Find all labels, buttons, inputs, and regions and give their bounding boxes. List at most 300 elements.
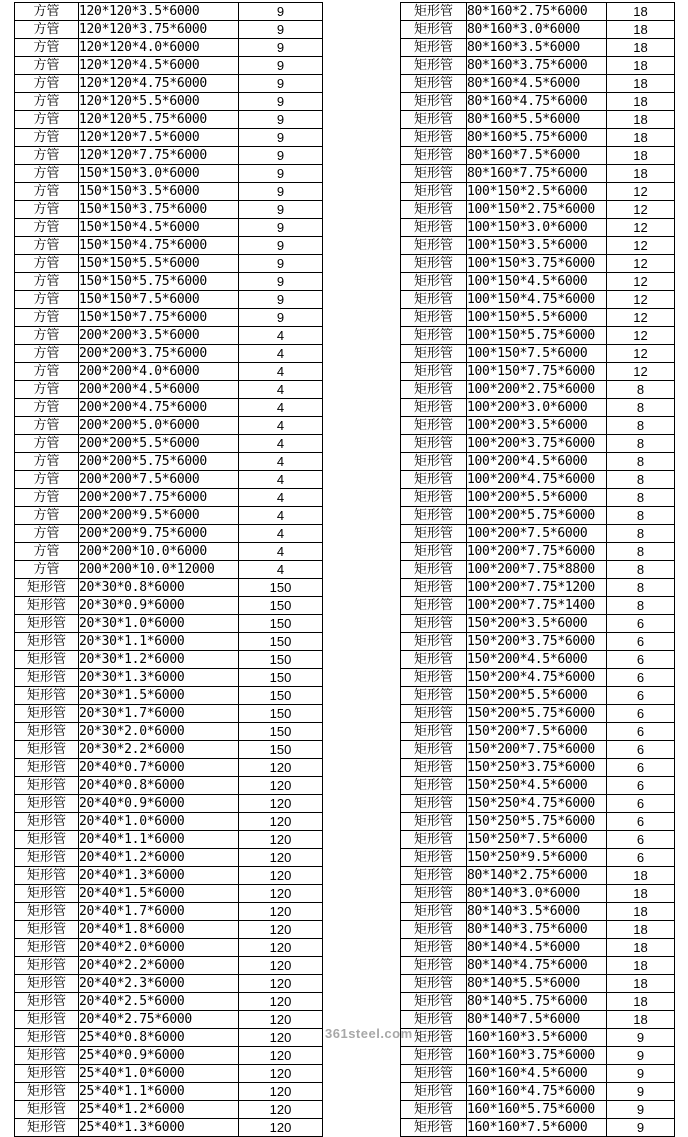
quantity-cell: 120 <box>239 849 323 867</box>
quantity-cell: 18 <box>607 57 675 75</box>
product-name-cell: 矩形管 <box>15 957 79 975</box>
spec-cell: 150*200*4.75*6000 <box>467 669 607 687</box>
quantity-cell: 150 <box>239 597 323 615</box>
quantity-cell: 4 <box>239 381 323 399</box>
product-name-cell: 矩形管 <box>401 867 467 885</box>
quantity-cell: 4 <box>239 345 323 363</box>
quantity-cell: 4 <box>239 543 323 561</box>
quantity-cell: 6 <box>607 705 675 723</box>
quantity-cell: 12 <box>607 255 675 273</box>
table-row <box>401 741 675 759</box>
product-name-cell: 矩形管 <box>15 1119 79 1137</box>
product-name-cell: 方管 <box>15 471 79 489</box>
spec-cell: 80*160*3.0*6000 <box>467 21 607 39</box>
product-name-cell: 矩形管 <box>401 615 467 633</box>
table-row <box>401 669 675 687</box>
spec-cell: 20*30*1.2*6000 <box>79 651 239 669</box>
table-row <box>15 381 323 399</box>
spec-cell: 20*30*2.0*6000 <box>79 723 239 741</box>
spec-cell: 80*160*3.5*6000 <box>467 39 607 57</box>
quantity-cell: 9 <box>239 111 323 129</box>
spec-cell: 160*160*5.75*6000 <box>467 1101 607 1119</box>
product-name-cell: 方管 <box>15 507 79 525</box>
table-row <box>401 147 675 165</box>
table-row <box>15 147 323 165</box>
quantity-cell: 9 <box>239 291 323 309</box>
product-name-cell: 方管 <box>15 435 79 453</box>
table-row <box>401 201 675 219</box>
spec-cell: 20*30*1.0*6000 <box>79 615 239 633</box>
table-row <box>15 1101 323 1119</box>
spec-cell: 150*200*4.5*6000 <box>467 651 607 669</box>
table-row <box>15 525 323 543</box>
product-name-cell: 矩形管 <box>401 345 467 363</box>
spec-cell: 120*120*3.5*6000 <box>79 3 239 21</box>
quantity-cell: 120 <box>239 903 323 921</box>
product-name-cell: 矩形管 <box>401 669 467 687</box>
product-name-cell: 矩形管 <box>401 561 467 579</box>
product-name-cell: 矩形管 <box>15 1011 79 1029</box>
spec-cell: 200*200*4.5*6000 <box>79 381 239 399</box>
table-row <box>401 849 675 867</box>
product-name-cell: 矩形管 <box>401 93 467 111</box>
quantity-cell: 120 <box>239 1011 323 1029</box>
quantity-cell: 120 <box>239 993 323 1011</box>
quantity-cell: 150 <box>239 687 323 705</box>
product-name-cell: 方管 <box>15 75 79 93</box>
quantity-cell: 18 <box>607 1011 675 1029</box>
table-row <box>401 93 675 111</box>
spec-cell: 20*30*0.8*6000 <box>79 579 239 597</box>
table-row <box>401 795 675 813</box>
table-row <box>15 921 323 939</box>
quantity-cell: 120 <box>239 1029 323 1047</box>
spec-cell: 20*40*2.0*6000 <box>79 939 239 957</box>
table-row <box>401 363 675 381</box>
quantity-cell: 6 <box>607 795 675 813</box>
spec-cell: 80*160*5.5*6000 <box>467 111 607 129</box>
spec-cell: 100*200*5.75*6000 <box>467 507 607 525</box>
spec-cell: 20*40*0.7*6000 <box>79 759 239 777</box>
quantity-cell: 12 <box>607 273 675 291</box>
spec-cell: 20*40*1.1*6000 <box>79 831 239 849</box>
spec-cell: 80*140*5.75*6000 <box>467 993 607 1011</box>
spec-cell: 20*40*2.5*6000 <box>79 993 239 1011</box>
spec-cell: 20*40*1.5*6000 <box>79 885 239 903</box>
spec-cell: 20*40*0.9*6000 <box>79 795 239 813</box>
spec-cell: 150*250*4.75*6000 <box>467 795 607 813</box>
product-name-cell: 矩形管 <box>401 1065 467 1083</box>
quantity-cell: 120 <box>239 885 323 903</box>
table-row <box>401 327 675 345</box>
product-name-cell: 矩形管 <box>401 1101 467 1119</box>
product-name-cell: 矩形管 <box>401 849 467 867</box>
table-row <box>15 579 323 597</box>
table-row <box>15 1047 323 1065</box>
quantity-cell: 4 <box>239 417 323 435</box>
quantity-cell: 150 <box>239 615 323 633</box>
table-row <box>401 471 675 489</box>
table-row <box>401 3 675 21</box>
product-name-cell: 矩形管 <box>401 75 467 93</box>
product-name-cell: 矩形管 <box>401 759 467 777</box>
table-row <box>15 93 323 111</box>
table-row <box>15 723 323 741</box>
product-name-cell: 矩形管 <box>15 777 79 795</box>
spec-cell: 100*150*4.5*6000 <box>467 273 607 291</box>
table-row <box>401 939 675 957</box>
table-row <box>15 507 323 525</box>
product-name-cell: 矩形管 <box>401 111 467 129</box>
quantity-cell: 6 <box>607 759 675 777</box>
quantity-cell: 12 <box>607 219 675 237</box>
quantity-cell: 8 <box>607 597 675 615</box>
spec-cell: 100*200*4.75*6000 <box>467 471 607 489</box>
table-row <box>401 1083 675 1101</box>
table-row <box>15 867 323 885</box>
product-name-cell: 矩形管 <box>401 975 467 993</box>
table-row <box>401 237 675 255</box>
spec-cell: 200*200*9.75*6000 <box>79 525 239 543</box>
quantity-cell: 120 <box>239 1119 323 1137</box>
quantity-cell: 120 <box>239 921 323 939</box>
table-row <box>15 471 323 489</box>
product-name-cell: 矩形管 <box>401 957 467 975</box>
product-name-cell: 矩形管 <box>401 939 467 957</box>
table-row <box>15 831 323 849</box>
quantity-cell: 12 <box>607 237 675 255</box>
spec-cell: 100*200*3.5*6000 <box>467 417 607 435</box>
product-name-cell: 矩形管 <box>401 327 467 345</box>
quantity-cell: 4 <box>239 327 323 345</box>
spec-cell: 150*150*3.5*6000 <box>79 183 239 201</box>
product-name-cell: 方管 <box>15 525 79 543</box>
product-name-cell: 矩形管 <box>401 705 467 723</box>
quantity-cell: 120 <box>239 813 323 831</box>
quantity-cell: 8 <box>607 435 675 453</box>
spec-cell: 100*150*5.5*6000 <box>467 309 607 327</box>
spec-cell: 120*120*5.5*6000 <box>79 93 239 111</box>
product-name-cell: 矩形管 <box>401 795 467 813</box>
spec-cell: 100*200*7.75*1200 <box>467 579 607 597</box>
quantity-cell: 18 <box>607 21 675 39</box>
product-name-cell: 方管 <box>15 327 79 345</box>
product-name-cell: 方管 <box>15 201 79 219</box>
table-row <box>401 345 675 363</box>
quantity-cell: 4 <box>239 471 323 489</box>
spec-cell: 100*200*5.5*6000 <box>467 489 607 507</box>
spec-cell: 200*200*10.0*12000 <box>79 561 239 579</box>
product-name-cell: 矩形管 <box>401 273 467 291</box>
quantity-cell: 8 <box>607 381 675 399</box>
spec-cell: 100*150*4.75*6000 <box>467 291 607 309</box>
spec-cell: 20*30*1.3*6000 <box>79 669 239 687</box>
right-product-table <box>400 2 675 1137</box>
table-row <box>15 849 323 867</box>
spec-cell: 150*250*9.5*6000 <box>467 849 607 867</box>
product-name-cell: 矩形管 <box>401 57 467 75</box>
spec-cell: 150*200*7.75*6000 <box>467 741 607 759</box>
quantity-cell: 18 <box>607 957 675 975</box>
spec-cell: 80*140*4.5*6000 <box>467 939 607 957</box>
quantity-cell: 9 <box>239 237 323 255</box>
table-row <box>401 759 675 777</box>
product-name-cell: 矩形管 <box>401 831 467 849</box>
spec-cell: 150*150*3.0*6000 <box>79 165 239 183</box>
product-name-cell: 矩形管 <box>401 1029 467 1047</box>
table-row <box>15 813 323 831</box>
product-name-cell: 方管 <box>15 363 79 381</box>
product-name-cell: 矩形管 <box>401 21 467 39</box>
table-row <box>15 417 323 435</box>
quantity-cell: 4 <box>239 453 323 471</box>
spec-cell: 20*40*1.8*6000 <box>79 921 239 939</box>
table-row <box>15 975 323 993</box>
product-name-cell: 矩形管 <box>401 687 467 705</box>
spec-cell: 25*40*1.2*6000 <box>79 1101 239 1119</box>
quantity-cell: 120 <box>239 759 323 777</box>
table-row <box>15 687 323 705</box>
product-name-cell: 矩形管 <box>15 903 79 921</box>
spec-cell: 200*200*4.75*6000 <box>79 399 239 417</box>
quantity-cell: 8 <box>607 453 675 471</box>
spec-cell: 20*30*0.9*6000 <box>79 597 239 615</box>
product-name-cell: 矩形管 <box>401 417 467 435</box>
quantity-cell: 120 <box>239 1065 323 1083</box>
product-name-cell: 矩形管 <box>15 1029 79 1047</box>
quantity-cell: 9 <box>239 21 323 39</box>
quantity-cell: 12 <box>607 345 675 363</box>
table-row <box>401 165 675 183</box>
spec-cell: 80*140*7.5*6000 <box>467 1011 607 1029</box>
spec-cell: 200*200*10.0*6000 <box>79 543 239 561</box>
product-name-cell: 方管 <box>15 543 79 561</box>
product-name-cell: 矩形管 <box>15 615 79 633</box>
quantity-cell: 18 <box>607 129 675 147</box>
product-name-cell: 矩形管 <box>401 309 467 327</box>
spec-cell: 160*160*7.5*6000 <box>467 1119 607 1137</box>
spec-cell: 100*200*2.75*6000 <box>467 381 607 399</box>
quantity-cell: 6 <box>607 777 675 795</box>
table-row <box>15 633 323 651</box>
table-row <box>401 903 675 921</box>
spec-cell: 120*120*7.75*6000 <box>79 147 239 165</box>
product-name-cell: 矩形管 <box>401 453 467 471</box>
table-row <box>15 111 323 129</box>
quantity-cell: 12 <box>607 201 675 219</box>
spec-cell: 160*160*3.5*6000 <box>467 1029 607 1047</box>
quantity-cell: 120 <box>239 957 323 975</box>
quantity-cell: 18 <box>607 921 675 939</box>
quantity-cell: 12 <box>607 327 675 345</box>
product-name-cell: 矩形管 <box>15 687 79 705</box>
spec-cell: 20*40*2.75*6000 <box>79 1011 239 1029</box>
spec-cell: 80*160*2.75*6000 <box>467 3 607 21</box>
table-row <box>401 597 675 615</box>
spec-cell: 80*160*7.75*6000 <box>467 165 607 183</box>
quantity-cell: 18 <box>607 75 675 93</box>
quantity-cell: 9 <box>239 309 323 327</box>
spec-cell: 120*120*7.5*6000 <box>79 129 239 147</box>
product-name-cell: 矩形管 <box>15 1101 79 1119</box>
table-row <box>15 39 323 57</box>
table-row <box>401 1011 675 1029</box>
product-name-cell: 矩形管 <box>15 669 79 687</box>
spec-cell: 150*200*3.75*6000 <box>467 633 607 651</box>
table-row <box>15 219 323 237</box>
product-name-cell: 方管 <box>15 3 79 21</box>
table-row <box>15 597 323 615</box>
table-row <box>15 1065 323 1083</box>
table-row <box>15 201 323 219</box>
table-row <box>15 885 323 903</box>
quantity-cell: 18 <box>607 867 675 885</box>
quantity-cell: 18 <box>607 165 675 183</box>
table-row <box>15 21 323 39</box>
quantity-cell: 150 <box>239 723 323 741</box>
product-name-cell: 矩形管 <box>401 777 467 795</box>
product-name-cell: 矩形管 <box>15 867 79 885</box>
spec-cell: 150*200*5.5*6000 <box>467 687 607 705</box>
table-row <box>401 219 675 237</box>
quantity-cell: 9 <box>607 1029 675 1047</box>
table-row <box>401 705 675 723</box>
quantity-cell: 8 <box>607 399 675 417</box>
product-name-cell: 方管 <box>15 129 79 147</box>
quantity-cell: 9 <box>239 201 323 219</box>
table-row <box>15 345 323 363</box>
spec-cell: 20*30*1.7*6000 <box>79 705 239 723</box>
product-name-cell: 方管 <box>15 57 79 75</box>
spec-cell: 100*200*7.75*6000 <box>467 543 607 561</box>
table-row <box>15 435 323 453</box>
product-name-cell: 矩形管 <box>15 705 79 723</box>
table-row <box>401 867 675 885</box>
product-name-cell: 矩形管 <box>401 885 467 903</box>
spec-cell: 150*200*5.75*6000 <box>467 705 607 723</box>
product-name-cell: 矩形管 <box>401 255 467 273</box>
quantity-cell: 4 <box>239 525 323 543</box>
quantity-cell: 6 <box>607 687 675 705</box>
quantity-cell: 4 <box>239 399 323 417</box>
spec-cell: 200*200*7.5*6000 <box>79 471 239 489</box>
table-row <box>15 993 323 1011</box>
spec-cell: 80*140*3.5*6000 <box>467 903 607 921</box>
quantity-cell: 8 <box>607 489 675 507</box>
spec-cell: 20*40*1.3*6000 <box>79 867 239 885</box>
product-name-cell: 矩形管 <box>401 3 467 21</box>
spec-cell: 200*200*3.5*6000 <box>79 327 239 345</box>
product-name-cell: 矩形管 <box>401 183 467 201</box>
product-name-cell: 方管 <box>15 147 79 165</box>
quantity-cell: 8 <box>607 543 675 561</box>
table-row <box>401 651 675 669</box>
table-row <box>401 957 675 975</box>
spec-cell: 120*120*4.75*6000 <box>79 75 239 93</box>
spec-cell: 200*200*3.75*6000 <box>79 345 239 363</box>
quantity-cell: 150 <box>239 633 323 651</box>
table-row <box>401 885 675 903</box>
spec-cell: 100*200*3.0*6000 <box>467 399 607 417</box>
spec-cell: 150*150*5.5*6000 <box>79 255 239 273</box>
product-name-cell: 方管 <box>15 345 79 363</box>
product-name-cell: 矩形管 <box>401 507 467 525</box>
spec-cell: 20*30*1.1*6000 <box>79 633 239 651</box>
table-row <box>401 633 675 651</box>
spec-cell: 150*200*3.5*6000 <box>467 615 607 633</box>
quantity-cell: 18 <box>607 993 675 1011</box>
product-name-cell: 矩形管 <box>401 129 467 147</box>
product-name-cell: 矩形管 <box>15 759 79 777</box>
spec-cell: 20*40*0.8*6000 <box>79 777 239 795</box>
spec-cell: 150*250*3.75*6000 <box>467 759 607 777</box>
spec-cell: 200*200*4.0*6000 <box>79 363 239 381</box>
table-row <box>401 507 675 525</box>
quantity-cell: 4 <box>239 489 323 507</box>
quantity-cell: 6 <box>607 813 675 831</box>
product-name-cell: 矩形管 <box>401 903 467 921</box>
product-name-cell: 矩形管 <box>401 1119 467 1137</box>
left-product-table <box>14 2 323 1137</box>
quantity-cell: 9 <box>239 219 323 237</box>
product-name-cell: 方管 <box>15 165 79 183</box>
product-name-cell: 矩形管 <box>15 597 79 615</box>
spec-cell: 25*40*1.0*6000 <box>79 1065 239 1083</box>
quantity-cell: 6 <box>607 741 675 759</box>
table-row <box>15 615 323 633</box>
product-name-cell: 矩形管 <box>15 1083 79 1101</box>
spec-cell: 200*200*7.75*6000 <box>79 489 239 507</box>
product-name-cell: 矩形管 <box>15 723 79 741</box>
spec-cell: 150*150*4.75*6000 <box>79 237 239 255</box>
table-row <box>15 1029 323 1047</box>
product-name-cell: 方管 <box>15 219 79 237</box>
table-row <box>15 651 323 669</box>
product-name-cell: 矩形管 <box>401 471 467 489</box>
spec-cell: 100*150*5.75*6000 <box>467 327 607 345</box>
product-name-cell: 矩形管 <box>15 831 79 849</box>
spec-cell: 25*40*1.1*6000 <box>79 1083 239 1101</box>
product-name-cell: 矩形管 <box>401 993 467 1011</box>
quantity-cell: 8 <box>607 561 675 579</box>
quantity-cell: 12 <box>607 309 675 327</box>
table-row <box>15 543 323 561</box>
table-row <box>15 327 323 345</box>
product-name-cell: 矩形管 <box>15 579 79 597</box>
quantity-cell: 120 <box>239 867 323 885</box>
quantity-cell: 12 <box>607 363 675 381</box>
product-name-cell: 矩形管 <box>401 165 467 183</box>
table-row <box>401 561 675 579</box>
spec-cell: 25*40*0.9*6000 <box>79 1047 239 1065</box>
quantity-cell: 6 <box>607 831 675 849</box>
table-row <box>401 273 675 291</box>
table-row <box>15 3 323 21</box>
product-name-cell: 矩形管 <box>401 597 467 615</box>
table-row <box>15 75 323 93</box>
table-row <box>15 183 323 201</box>
product-name-cell: 矩形管 <box>401 147 467 165</box>
table-row <box>401 975 675 993</box>
spec-cell: 150*150*4.5*6000 <box>79 219 239 237</box>
product-name-cell: 方管 <box>15 489 79 507</box>
quantity-cell: 6 <box>607 615 675 633</box>
table-row <box>401 1101 675 1119</box>
table-row <box>401 111 675 129</box>
quantity-cell: 18 <box>607 975 675 993</box>
table-row <box>401 1047 675 1065</box>
table-row <box>15 777 323 795</box>
